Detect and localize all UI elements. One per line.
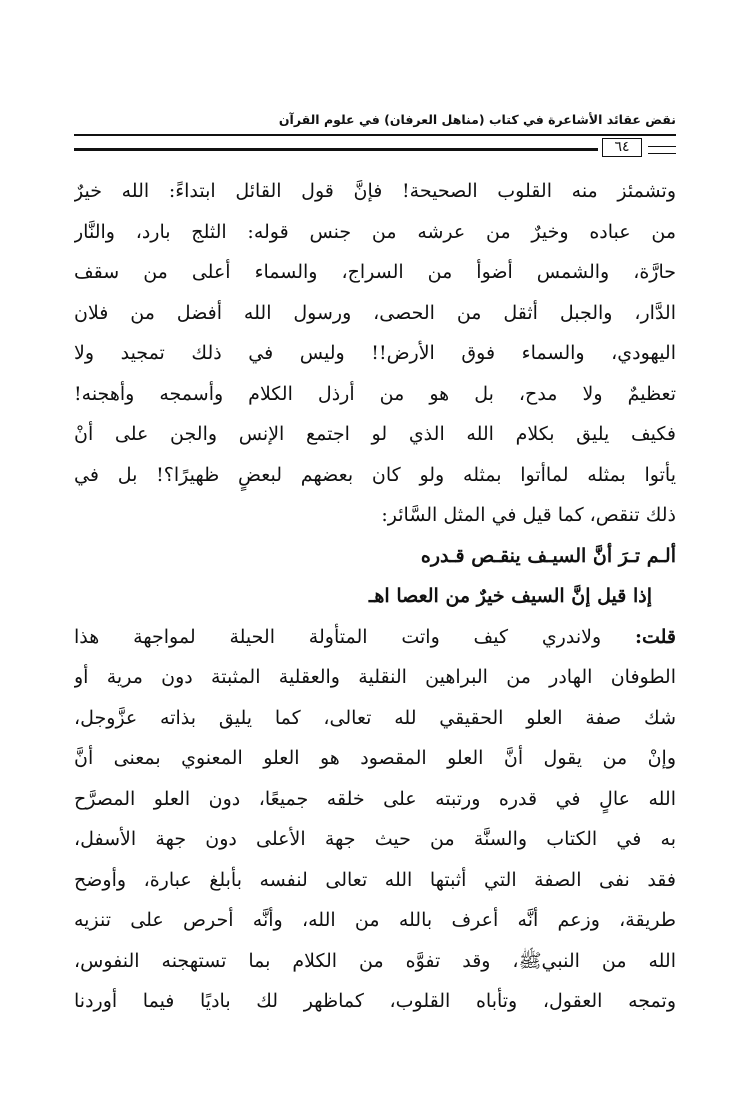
- page-header: [74, 108, 676, 156]
- text-line: ذلك تنقص، كما قيل في المثل السَّائر:: [381, 504, 676, 526]
- verse-line-1: ألـم تـرَ أنَّ السيـف ينقـص قـدره: [420, 544, 676, 567]
- text-line: الله من النبيﷺ، وقد تفوَّه من الكلام بما تستهجنه النفوس،: [74, 949, 676, 972]
- text-line: وتشمئز منه القلوب الصحيحة! فإنَّ قول القائل ابتداءً: الله خيرٌ: [74, 180, 676, 202]
- text-line: الدَّار، والجبل أثقل من الحصى، ورسول الله أفضل من فلان: [74, 301, 676, 324]
- page-number: ٦٤: [602, 138, 642, 157]
- header-rule: [74, 134, 676, 136]
- text-line: فكيف يليق بكلام الله الذي لو اجتمع الإنس والجن على أنْ: [74, 423, 676, 445]
- text-line: فقد نفى الصفة التي أثبتها الله تعالى لنفسه بأبلغ عبارة، وأوضح: [74, 868, 676, 891]
- text-line: تعظيمٌ ولا مدح، بل هو من أرذل الكلام وأسمجه وأهجنه!: [74, 382, 676, 405]
- text-line: وإنْ من يقول أنَّ العلو المقصود هو العلو المعنوي بمعنى أنَّ: [74, 747, 676, 769]
- text-line: حارَّة، والشمس أضوأ من السراج، والسماء أعلى من سقف: [74, 261, 676, 283]
- paragraph-first-line-text: ولاندري كيف واتت المتأولة الحيلة لمواجهة هذا: [74, 625, 635, 648]
- body-text: [74, 171, 676, 1022]
- text-line: اليهودي، والسماء فوق الأرض!! وليس في ذلك تمجيد ولا: [74, 342, 676, 364]
- text-line: شك صفة العلو الحقيقي لله تعالى، كما يليق بذاته عزَّوجل،: [74, 706, 676, 729]
- text-line: من عباده وخيرٌ من عرشه من جنس قوله: الثلج بارد، والنَّار: [74, 220, 676, 243]
- text-line: وتمجه العقول، وتأباه القلوب، كماظهر لك باديًا فيما أوردنا: [74, 990, 676, 1012]
- page-number-ornament: [648, 146, 676, 154]
- text-line: يأتوا بمثله لماأتوا بمثله ولو كان بعضهم لبعضٍ ظهيرًا؟! بل في: [74, 463, 676, 486]
- text-line: الطوفان الهادر من البراهين النقلية والعقلية المثبتة دون مرية أو: [74, 666, 676, 688]
- paragraph-first-line: [74, 617, 676, 658]
- text-line: طريقة، وزعم أنَّه أعرف بالله من الله، وأنَّه أحرص على تنزيه: [74, 909, 676, 931]
- verse-line-2: إذا قيل إنَّ السيف خيرٌ من العصا اهـ: [368, 585, 652, 607]
- text-line: به في الكتاب والسنَّة من حيث جهة الأعلى دون جهة الأسفل،: [74, 828, 676, 850]
- text-line: الله عالٍ في قدره ورتبته على خلقه جميعًا، دون العلو المصرَّح: [74, 787, 676, 810]
- paragraph-lead: قلت:: [634, 625, 676, 648]
- header-thick-rule: [74, 148, 598, 151]
- running-title: نقض عقائد الأشاعرة في كتاب (مناهل العرفان) في علوم القرآن: [278, 112, 676, 127]
